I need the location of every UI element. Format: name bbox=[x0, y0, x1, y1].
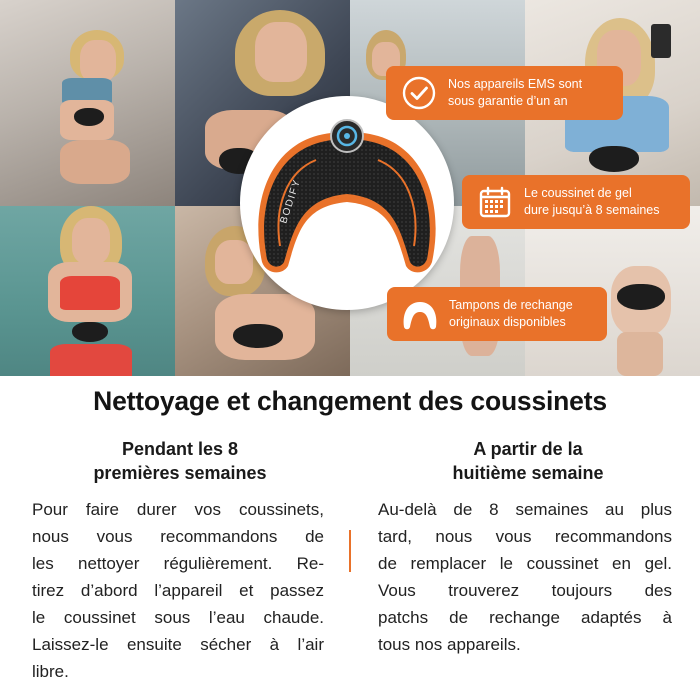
callout-gel-pad-line-2: dure jusqu’à 8 semaines bbox=[524, 203, 660, 217]
ems-hip-trainer-device bbox=[240, 96, 454, 310]
callout-replacement-pads bbox=[387, 287, 607, 341]
left-column-body bbox=[32, 496, 324, 685]
right-column-body bbox=[378, 496, 672, 658]
left-body-line: nous vous recommandons de bbox=[32, 527, 324, 546]
right-heading-line-2: huitième semaine bbox=[452, 463, 604, 483]
right-body-line: tous nos appareils. bbox=[378, 635, 521, 654]
callout-warranty bbox=[386, 66, 623, 120]
right-body-line: Vous trouverez toujours des bbox=[378, 581, 672, 600]
left-body-line: le coussinet sous l’eau chaude. bbox=[32, 608, 324, 627]
callout-replacement-line-2: originaux disponibles bbox=[449, 315, 566, 329]
page-title: Nettoyage et changement des coussinets bbox=[93, 386, 607, 416]
photo-woman-red-sportswear bbox=[0, 206, 175, 376]
left-body-line: Laissez-le ensuite sécher à l’air bbox=[32, 635, 324, 654]
left-column-heading bbox=[30, 437, 330, 485]
callout-replacement-line-1: Tampons de rechange bbox=[449, 298, 573, 312]
left-body-line: tirez d’abord l’appareil et passez bbox=[32, 581, 324, 600]
column-divider bbox=[349, 530, 351, 572]
right-heading-line-1: A partir de la bbox=[473, 439, 583, 459]
checkmark-badge-icon bbox=[396, 73, 442, 113]
left-body-line: les nettoyer régulièrement. Re- bbox=[32, 554, 324, 573]
device-brand-label: BODIFY bbox=[278, 177, 304, 225]
left-heading-line-2: premières semaines bbox=[93, 463, 267, 483]
right-body-line: tard, nous vous recommandons bbox=[378, 527, 672, 546]
callout-warranty-line-2: sous garantie d’un an bbox=[448, 94, 568, 108]
left-body-line: Pour faire durer vos coussinets, bbox=[32, 500, 324, 519]
right-body-line: patchs de rechange adaptés à bbox=[378, 608, 672, 627]
callout-gel-pad-line-1: Le coussinet de gel bbox=[524, 186, 632, 200]
left-body-line: libre. bbox=[32, 662, 69, 681]
callout-warranty-line-1: Nos appareils EMS sont bbox=[448, 77, 583, 91]
right-body-line: de remplacer le coussinet en gel. bbox=[378, 554, 672, 573]
callout-gel-pad-duration bbox=[462, 175, 690, 229]
photo-woman-lying-on-sofa bbox=[0, 0, 175, 206]
left-heading-line-1: Pendant les 8 bbox=[121, 439, 239, 459]
right-body-line: Au-delà de 8 semaines au plus bbox=[378, 500, 672, 519]
calendar-icon bbox=[472, 182, 518, 222]
right-column-heading bbox=[378, 437, 678, 485]
replacement-pad-icon bbox=[397, 294, 443, 334]
